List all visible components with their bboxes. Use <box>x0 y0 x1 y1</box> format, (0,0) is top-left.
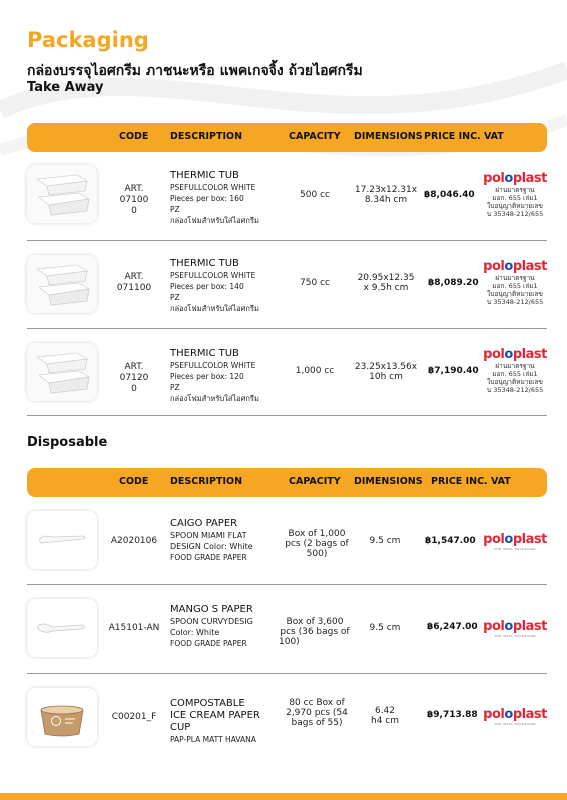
product-code: ART. 07100 0 <box>119 184 149 216</box>
header-capacity: CAPACITY <box>289 131 341 142</box>
product-capacity: 80 cc Box of 2,970 pcs (54 bags of 55) <box>286 698 348 728</box>
product-image-curvy-spoon <box>27 599 97 657</box>
header-code: CODE <box>119 476 149 487</box>
header-capacity: CAPACITY <box>289 476 341 487</box>
product-description: COMPOSTABLE ICE CREAM PAPER CUP PAP-PLA MATT HAVANA <box>170 698 260 744</box>
product-price: ฿9,713.88 <box>427 710 478 720</box>
product-code: A2020106 <box>110 536 158 546</box>
product-code: ART. 071100 <box>116 272 152 293</box>
product-capacity: 1,000 cc <box>295 366 335 376</box>
product-description: CAIGO PAPER SPOON MIAMI FLAT DESIGN Color: White FOOD GRADE PAPER <box>170 518 253 562</box>
table-row <box>27 585 547 674</box>
product-image-flat-spoon <box>27 511 97 569</box>
table-row <box>27 674 547 762</box>
product-capacity: Box of 1,000 pcs (2 bags of 500) <box>285 529 349 559</box>
header-dimensions: DIMENSIONS <box>354 131 423 142</box>
product-price: ฿8,046.40 <box>424 190 475 200</box>
product-code: ART. 07120 0 <box>119 362 149 394</box>
certification-text: ผ่านมาตรฐาน มอก. 655 เล่ม1 ใบอนุญาติหมายเลข น 35348-212/655 <box>486 362 544 394</box>
product-code: C00201_F <box>111 712 157 722</box>
page-title: Packaging <box>27 28 149 52</box>
product-capacity: 500 cc <box>300 190 330 200</box>
header-price: PRICE INC. VAT <box>424 131 504 142</box>
product-image-thermic-tub <box>27 165 97 223</box>
product-dimensions: 17.23x12.31x 8.34h cm <box>354 185 418 205</box>
section-take-away: Take Away <box>27 80 104 95</box>
section-disposable: Disposable <box>27 435 108 450</box>
table-row <box>27 241 547 329</box>
table-row <box>27 500 547 585</box>
certification-text: ผ่านมาตรฐาน มอก. 655 เล่ม1 ใบอนุญาติหมายเลข น 35348-212/655 <box>486 274 544 306</box>
product-dimensions: 20.95x12.35 x 9.5h cm <box>357 273 415 293</box>
product-dimensions: 23.25x13.56x 10h cm <box>354 362 418 382</box>
header-description: DESCRIPTION <box>170 131 243 142</box>
polyplast-logo: poloplast ผ่านมาตรฐาน มอก. 655 เล่ม1 ใบอนุญาติหมายเลข น 35348-212/655 <box>483 259 547 306</box>
header-code: CODE <box>119 131 149 142</box>
product-price: ฿1,547.00 <box>425 536 476 546</box>
product-description: MANGO S PAPER SPOON CURVYDESIG Color: White FOOD GRADE PAPER <box>170 604 253 648</box>
polyplast-logo: poloplast THE IDEAL PACKAGING <box>483 707 547 726</box>
table-row <box>27 156 547 241</box>
header-dimensions: DIMENSIONS <box>354 476 423 487</box>
product-description: THERMIC TUB PSEFULLCOLOR WHITE Pieces per box: 120 PZ กล่องโฟมสำหรับใส่ไอศกรีม <box>170 348 259 403</box>
take-away-header <box>27 123 547 152</box>
product-description: THERMIC TUB PSEFULLCOLOR WHITE Pieces per box: 140 PZ กล่องโฟมสำหรับใส่ไอศกรีม <box>170 258 259 313</box>
product-image-thermic-tub <box>27 343 97 401</box>
product-code: A15101-AN <box>108 623 160 633</box>
polyplast-logo: poloplast THE IDEAL PACKAGING <box>483 532 547 551</box>
product-capacity: 750 cc <box>300 278 330 288</box>
product-capacity: Box of 3,600 pcs (36 bags of 100) <box>279 617 350 647</box>
header-description: DESCRIPTION <box>170 476 243 487</box>
product-description: THERMIC TUB PSEFULLCOLOR WHITE Pieces per box: 160 PZ กล่องโฟมสำหรับใส่ไอศกรีม <box>170 170 259 225</box>
product-image-thermic-tub <box>27 255 97 313</box>
polyplast-logo: poloplast ผ่านมาตรฐาน มอก. 655 เล่ม1 ใบอนุญาติหมายเลข น 35348-212/655 <box>483 347 547 394</box>
certification-text: ผ่านมาตรฐาน มอก. 655 เล่ม1 ใบอนุญาติหมายเลข น 35348-212/655 <box>486 186 544 218</box>
product-image-paper-cup <box>27 688 97 746</box>
footer-bar <box>0 793 567 800</box>
disposable-header <box>27 468 547 497</box>
polyplast-logo: poloplast THE IDEAL PACKAGING <box>483 619 547 638</box>
product-dimensions: 6.42 h4 cm <box>370 706 399 726</box>
product-price: ฿7,190.40 <box>428 366 479 376</box>
product-dimensions: 9.5 cm <box>369 623 401 633</box>
product-price: ฿8,089.20 <box>428 278 479 288</box>
header-price: PRICE INC. VAT <box>431 476 511 487</box>
table-row <box>27 329 547 416</box>
product-dimensions: 9.5 cm <box>369 536 401 546</box>
product-price: ฿6,247.00 <box>427 622 478 632</box>
page-subtitle: กล่องบรรจุไอศกรีม ภาชนะหรือ แพคเกจจิ้ง ถ้วยไอศกรีม <box>27 63 363 79</box>
polyplast-logo: poloplast ผ่านมาตรฐาน มอก. 655 เล่ม1 ใบอนุญาติหมายเลข น 35348-212/655 <box>483 171 547 218</box>
